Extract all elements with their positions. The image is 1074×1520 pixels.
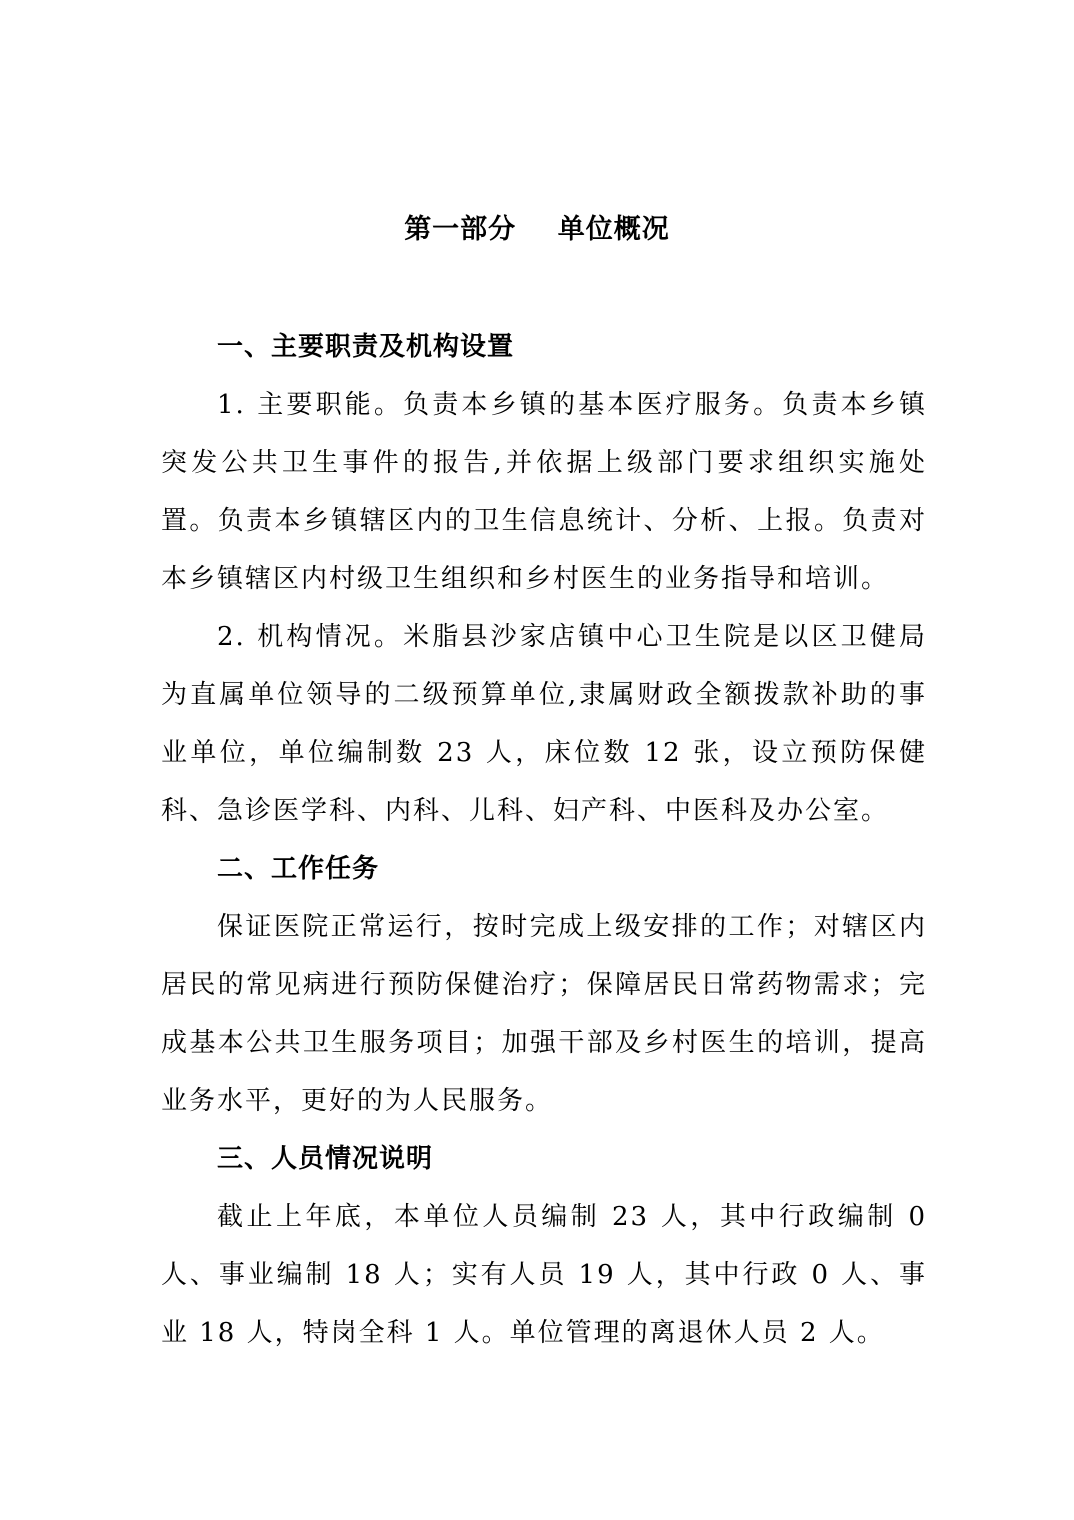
section-heading-duties: 一、主要职责及机构设置 xyxy=(217,332,515,362)
page-title: 第一部分 单位概况 xyxy=(404,214,670,245)
paragraph-tasks: 保证医院正常运行，按时完成上级安排的工作；对辖区内居民的常见病进行预防保健治疗；保障居民日常药物需求；完成基本公共卫生服务项目；加强干部及乡村医生的培训，提高业务水平，更好的为人民服务。 xyxy=(161,912,927,1116)
paragraph-staff: 截止上年底，本单位人员编制 23 人，其中行政编制 0 人、事业编制 18 人；实有人员 19 人，其中行政 0 人、事业 18 人，特岗全科 1 人。单位管理的离退休人员 2 人。 xyxy=(161,1202,927,1348)
section-heading-tasks: 二、工作任务 xyxy=(217,854,380,884)
paragraph-main-functions: 1. 主要职能。负责本乡镇的基本医疗服务。负责本乡镇突发公共卫生事件的报告,并依据上级部门要求组织实施处置。负责本乡镇辖区内的卫生信息统计、分析、上报。负责对本乡镇辖区内村级卫生组织和乡村医生的业务指导和培训。 xyxy=(161,390,927,594)
paragraph-organization: 2. 机构情况。米脂县沙家店镇中心卫生院是以区卫健局为直属单位领导的二级预算单位,隶属财政全额拨款补助的事业单位，单位编制数 23 人，床位数 12 张，设立预防保健科、急诊医学科、内科、儿科、妇产科、中医科及办公室。 xyxy=(161,622,927,826)
section-heading-staff: 三、人员情况说明 xyxy=(217,1144,434,1174)
document-body xyxy=(161,318,927,1362)
